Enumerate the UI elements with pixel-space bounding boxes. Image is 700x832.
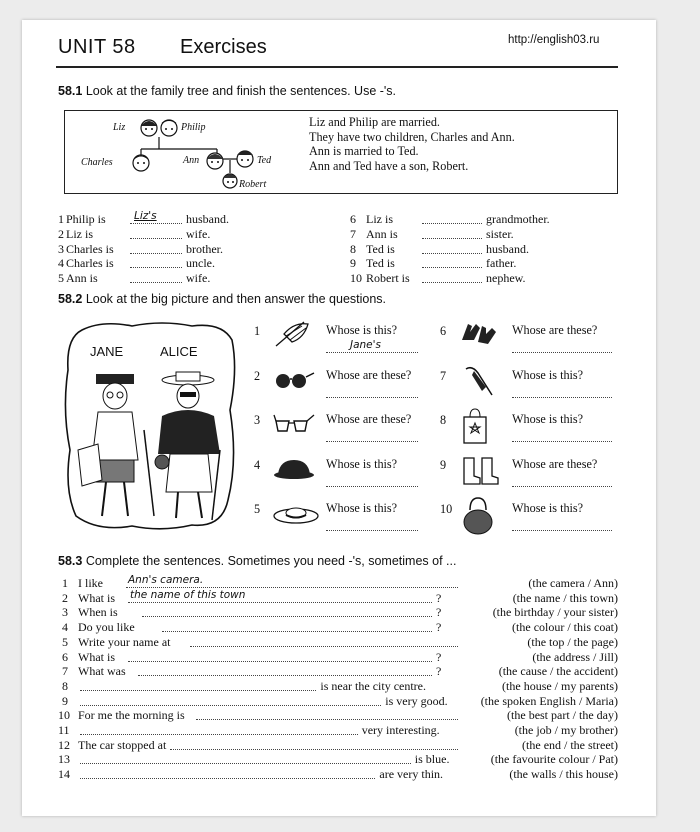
sentence-start: Write your name at [78,634,171,649]
item-suffix: husband. [186,212,229,226]
item-prefix: Robert is [366,271,410,286]
tree-name-liz: Liz [113,122,126,133]
glasses-icon [274,409,314,443]
answer-blank[interactable] [422,253,482,254]
exercise-1-line [58,227,288,242]
liz-face-icon [141,120,157,136]
umbrella-icon [274,320,314,354]
exercise-1-line [350,256,580,271]
line-number: 9 [62,693,68,708]
item-number: 1 [58,212,64,226]
question-text: Whose are these? [512,323,598,337]
sentence-start: The car stopped at [78,737,167,752]
philip-face-icon [161,120,177,136]
hat-icon [274,454,314,488]
question-text: Whose are these? [512,456,598,471]
item-number: 7 [350,226,356,241]
hint-text: (the address / Jill) [532,649,618,664]
answer-text[interactable]: Liz's [134,210,157,222]
hint-text: (the birthday / your sister) [492,605,618,620]
sentence-end: ? [436,605,442,620]
closed-umbrella-icon [460,365,500,399]
ann-face-icon [207,153,223,169]
hint-text: (the job / my brother) [514,723,618,737]
question-number: 6 [440,324,447,338]
question-text: Whose is this? [326,323,398,337]
question-number: 3 [254,413,261,427]
hint-text: (the house / my parents) [502,678,618,693]
item-number: 2 [58,226,64,241]
exercise-1-line [350,271,580,286]
line-number: 3 [62,605,68,620]
answer-blank[interactable] [326,352,418,353]
answer-blank[interactable] [142,616,432,617]
exercise-2-instruction: Look at the big picture and then answer the questions. [85,292,387,306]
sentence-end: are very thin. [379,767,444,782]
question-number: 5 [254,502,261,516]
line-number: 8 [62,678,68,693]
exercise-1-line [350,212,580,227]
item-suffix: sister. [486,226,514,241]
question-text: Whose is this? [326,501,398,515]
exercise-3-instruction: Complete the sentences. Sometimes you need -'s, sometimes of ... [85,554,457,568]
answer-blank[interactable] [196,719,458,720]
item-suffix: wife. [186,271,211,286]
item-suffix: father. [486,256,517,271]
item-prefix: Ann is [366,226,398,241]
charles-face-icon [133,155,149,171]
answer-blank[interactable] [80,763,411,764]
source-url: http://english03.ru [508,34,600,46]
header-divider [56,66,618,68]
question-number: 10 [440,502,453,516]
item-number: 4 [58,256,64,271]
question-text: Whose is this? [326,456,398,471]
answer-blank[interactable] [512,530,612,531]
exercise-1-label: 58.1 [58,84,83,98]
answer-blank[interactable] [326,441,418,442]
tree-name-ann: Ann [183,155,200,166]
line-number: 2 [62,590,68,605]
answer-blank[interactable] [512,486,612,487]
question-number: 4 [254,457,261,472]
tree-name-charles: Charles [81,157,113,168]
tree-name-ted: Ted [257,155,272,166]
exercise-1-line [350,242,580,257]
sentence-start: I like [78,576,103,590]
robert-face-icon [223,174,237,188]
answer-blank[interactable] [326,397,418,398]
answer-blank[interactable] [170,749,458,750]
hint-text: (the spoken English / Maria) [480,693,618,708]
jane-and-alice-illustration [62,320,238,532]
sentence-end: is blue. [414,752,450,767]
line-number: 14 [58,767,70,782]
exercise-1-line [58,242,288,257]
hint-text: (the colour / this coat) [512,620,618,635]
sentence-start: What is [78,649,115,664]
unit-number: UNIT 58 [58,36,136,58]
line-number: 4 [62,620,68,635]
line-number: 10 [58,708,70,723]
big-picture [62,320,238,532]
question-number: 7 [440,368,447,383]
hint-text: (the walls / this house) [509,767,618,782]
sentence-start: Do you like [78,620,135,635]
answer-blank[interactable] [326,530,418,531]
answer-blank[interactable] [128,602,432,603]
question-text: Whose are these? [326,367,412,382]
sentence-end: is near the city centre. [320,678,427,693]
sentence-end: ? [436,620,442,635]
answer-blank[interactable] [80,734,358,735]
line-number: 1 [62,576,68,590]
answer-text[interactable]: Jane's [350,339,382,351]
fact-line: Liz and Philip are married. [309,115,440,129]
hint-text: (the cause / the accident) [498,664,618,679]
question-text: Whose are these? [326,412,412,426]
item-suffix: wife. [186,226,211,241]
answer-blank[interactable] [422,238,482,239]
exercise-1-line [350,227,580,242]
answer-blank[interactable] [422,223,482,224]
answer-blank[interactable] [80,778,375,779]
sentence-start: What is [78,590,115,605]
sentence-start: What was [78,664,126,679]
line-number: 11 [58,723,70,737]
exercise-1-line [58,256,288,271]
item-prefix: Liz is [66,226,93,241]
exercise-2-heading [58,292,386,306]
exercise-2-label: 58.2 [58,292,83,306]
item-number: 5 [58,271,64,286]
sentence-end: ? [436,649,442,664]
answer-blank[interactable] [512,441,612,442]
worksheet-page [22,20,656,816]
answer-text[interactable]: the name of this town [130,588,246,601]
family-facts [309,115,515,173]
exercise-1-instruction: Look at the family tree and finish the sentences. Use -'s. [85,84,397,98]
answer-blank[interactable] [130,253,182,254]
item-suffix: brother. [186,241,223,256]
item-number: 8 [350,241,356,256]
line-number: 7 [62,664,68,679]
item-number: 10 [350,271,362,286]
shopping-bag-icon [460,409,500,443]
hint-text: (the best part / the day) [507,708,618,723]
item-prefix: Charles is [66,241,114,256]
family-tree-box [64,110,618,194]
item-number: 9 [350,256,356,271]
question-number: 9 [440,457,447,472]
answer-blank[interactable] [130,267,182,268]
answer-blank[interactable] [190,646,458,647]
hint-text: (the top / the page) [527,634,618,649]
gloves-icon [460,320,500,354]
item-prefix: Ted is [366,256,395,271]
label-jane: JANE [90,344,124,359]
answer-blank[interactable] [326,486,418,487]
fact-line: Ann is married to Ted. [309,144,419,159]
item-suffix: grandmother. [486,212,550,226]
answer-blank[interactable] [422,282,482,283]
ted-face-icon [237,151,253,167]
item-number: 6 [350,212,356,226]
tree-name-philip: Philip [181,122,206,133]
sentence-start: For me the morning is [78,708,185,723]
answer-blank[interactable] [138,675,432,676]
sunglasses-icon [274,365,314,399]
fact-line: They have two children, Charles and Ann. [309,129,515,144]
item-prefix: Charles is [66,256,114,271]
answer-blank[interactable] [80,690,316,691]
item-prefix: Philip is [66,212,106,226]
page-title: Exercises [180,36,267,58]
label-alice: ALICE [160,344,198,359]
exercise-1-line [58,271,288,286]
line-number: 5 [62,634,68,649]
exercise-3-heading [58,554,456,568]
answer-blank[interactable] [162,631,432,632]
item-prefix: Liz is [366,212,393,226]
answer-blank[interactable] [512,397,612,398]
line-number: 6 [62,649,68,664]
answer-blank[interactable] [130,282,182,283]
answer-blank[interactable] [512,352,612,353]
answer-blank[interactable] [128,661,432,662]
sentence-end: very interesting. [361,723,440,737]
sentence-end: ? [436,664,442,679]
wide-hat-icon [274,498,314,532]
sentence-end: is very good. [385,693,448,708]
hint-text: (the camera / Ann) [528,576,618,590]
answer-blank[interactable] [422,267,482,268]
exercise-1-line [58,212,288,227]
exercise-3-label: 58.3 [58,554,83,568]
question-text: Whose is this? [512,412,584,426]
item-suffix: nephew. [486,271,526,286]
hint-text: (the name / this town) [512,590,618,605]
answer-blank[interactable] [80,705,381,706]
hint-text: (the favourite colour / Pat) [490,752,618,767]
exercise-1-heading [58,84,396,98]
item-prefix: Ted is [366,241,395,256]
sentence-start: When is [78,605,118,620]
line-number: 12 [58,737,70,752]
sentence-end: ? [436,590,442,605]
item-prefix: Ann is [66,271,98,286]
hint-text: (the end / the street) [522,737,618,752]
question-text: Whose is this? [512,501,584,515]
handbag-icon [460,498,500,532]
question-number: 2 [254,368,261,383]
question-text: Whose is this? [512,367,584,382]
question-number: 8 [440,413,447,427]
line-number: 13 [58,752,70,767]
item-suffix: husband. [486,241,529,256]
answer-blank[interactable] [130,238,182,239]
answer-text[interactable]: Ann's camera. [128,574,204,586]
fact-line: Ann and Ted have a son, Robert. [309,158,469,173]
question-number: 1 [254,324,261,338]
tree-name-robert: Robert [239,179,267,190]
item-suffix: uncle. [186,256,215,271]
boots-icon [460,454,500,488]
item-number: 3 [58,241,64,256]
